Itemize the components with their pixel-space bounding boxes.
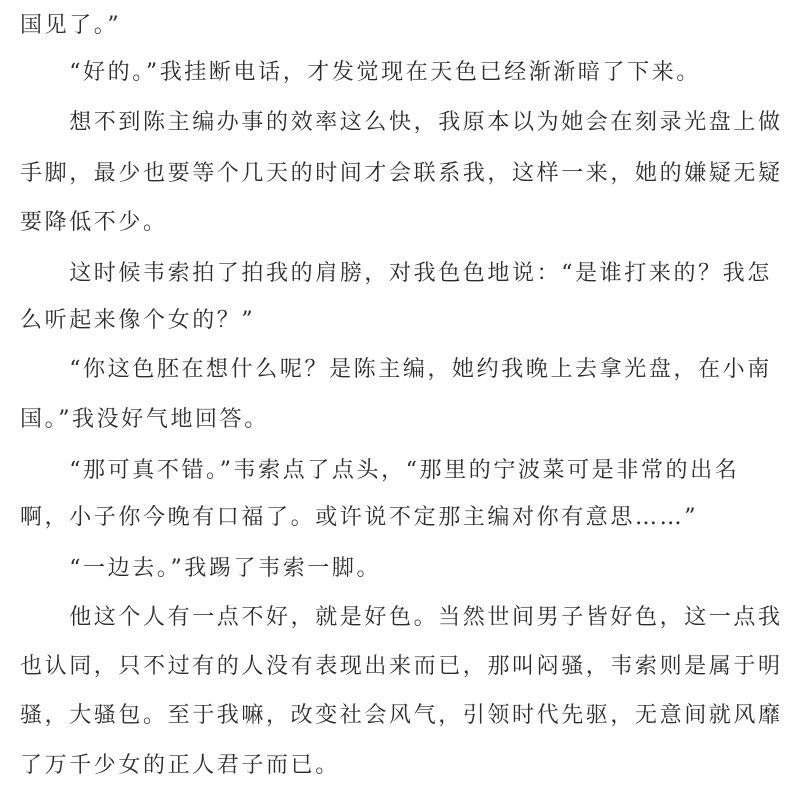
text-line-16: 了万千少女的正人君子而已。 <box>20 753 340 778</box>
text-line-3: 想不到陈主编办事的效率这么快，我原本以为她会在刻录光盘上做 <box>20 110 783 135</box>
text-line-10: “那可真不错。”韦索点了点头，“那里的宁波菜可是非常的出名 <box>20 458 740 483</box>
text-line-8: “你这色胚在想什么呢？是陈主编，她约我晚上去拿光盘，在小南 <box>20 357 772 382</box>
text-line-6: 这时候韦索拍了拍我的肩膀，对我色色地说：“是谁打来的？我怎 <box>20 261 772 286</box>
text-line-5: 要降低不少。 <box>20 210 168 235</box>
text-line-12: “一边去。”我踢了韦索一脚。 <box>20 556 382 581</box>
text-line-9: 国。”我没好气地回答。 <box>20 407 269 432</box>
text-line-4: 手脚，最少也要等个几天的时间才会联系我，这样一来，她的嫌疑无疑 <box>20 161 783 186</box>
text-line-11: 啊，小子你今晚有口福了。或许说不定那主编对你有意思……” <box>20 505 699 530</box>
text-line-7: 么听起来像个女的？” <box>20 308 256 333</box>
text-line-2: “好的。”我挂断电话，才发觉现在天色已经渐渐暗了下来。 <box>20 60 701 85</box>
text-line-15: 骚，大骚包。至于我嘛，改变社会风气，引领时代先驱，无意间就风靡 <box>20 703 783 728</box>
text-line-14: 也认同，只不过有的人没有表现出来而已，那叫闷骚，韦索则是属于明 <box>20 654 783 679</box>
text-line-1: 国见了。” <box>20 13 122 38</box>
text-line-13: 他这个人有一点不好，就是好色。当然世间男子皆好色，这一点我 <box>20 605 783 630</box>
